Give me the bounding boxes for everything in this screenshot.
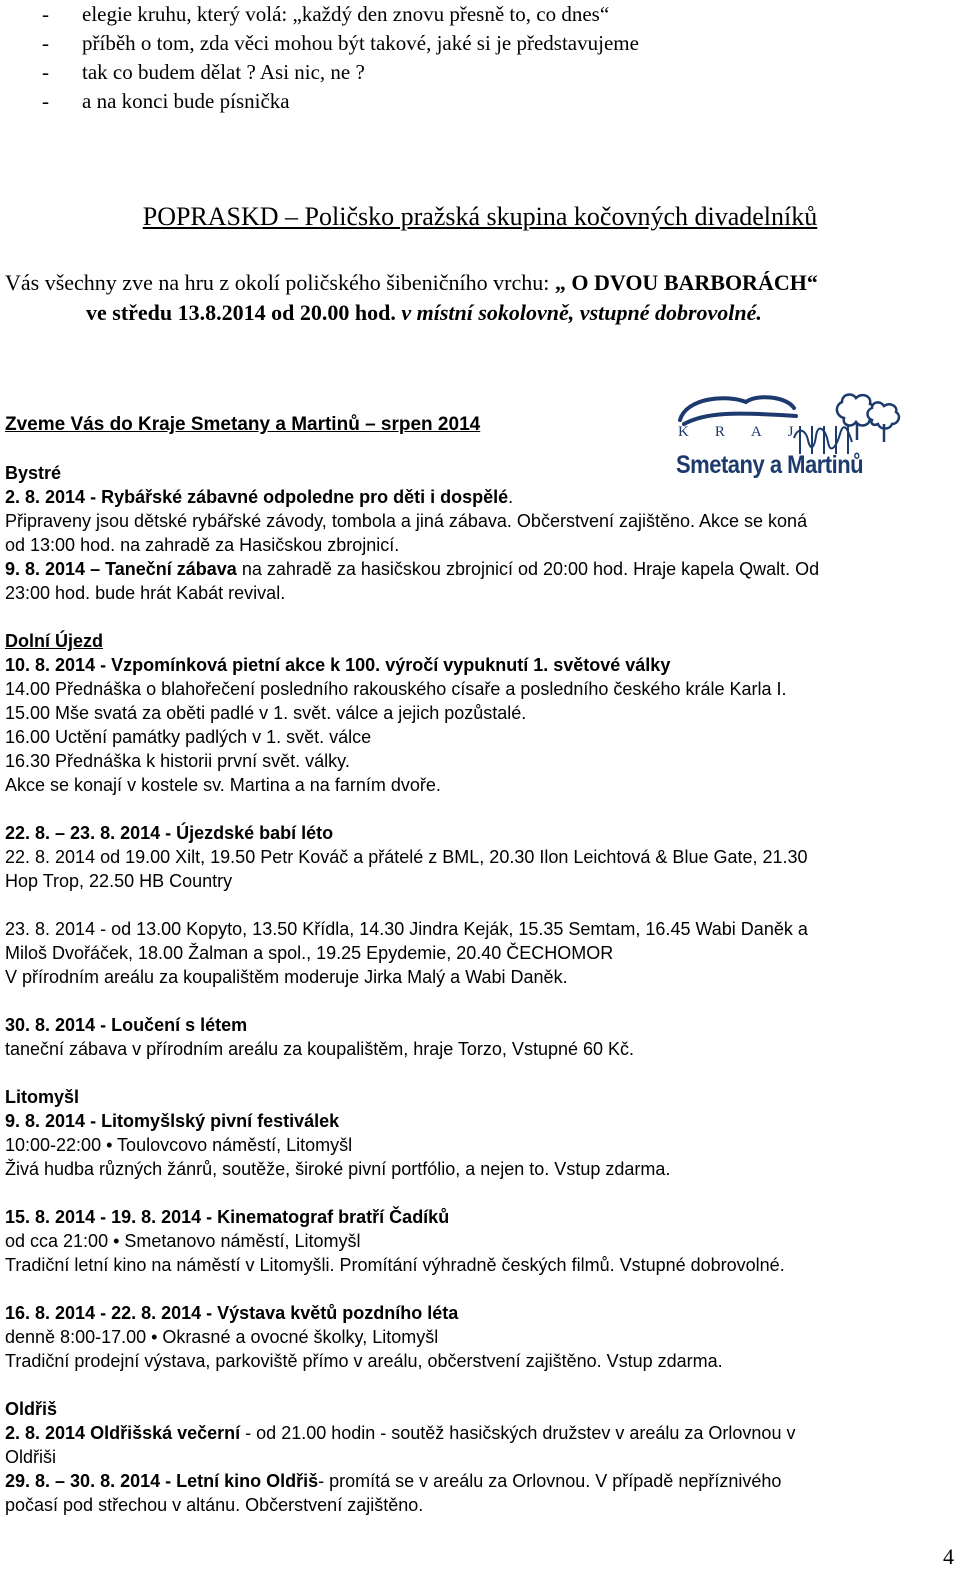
invite-line-2: ve středu 13.8.2014 od 20.00 hod. v místní sokolovně, vstupné dobrovolné.	[86, 300, 762, 325]
town-litomysl: Litomyšl	[5, 1087, 80, 1107]
events-body: Bystré 2. 8. 2014 - Rybářské zábavné odpoledne pro děti i dospělé. Připraveny jsou dětské rybářské závody, tombola a jiná zábava. Občerstvení zajištěno. Akce se koná od 13:00 hod. na zahradě za Hasičskou zbrojnicí. 9. 8. 2014 – Taneční zábava na zahradě za hasičskou zbrojnicí od 20:00 hod. Hraje kapela Qwalt. Od 23:00 hod. bude hrát Kabát revival. Dolní Újezd 10. 8. 2014 - Vzpomínková pietní akce k 100. výročí vypuknutí 1. světové války 14.00 Přednáška o blahořečení posledního rakouského císaře a posledního českého krále Karla I. 15.00 Mše svatá za oběti padlé v 1. svět. válce a jejich pozůstalé. 16.00 Uctění památky padlých v 1. svět. válce 16.30 Přednáška k historii první svět. války. Akce se konají v kostele sv. Martina a na farním dvoře. 22. 8. – 23. 8. 2014 - Újezdské babí léto 22. 8. 2014 od 19.00 Xilt, 19.50 Petr Kováč a přátelé z BML, 20.30 Ilon Leichtová & Blue Gate, 21.30 Hop Trop, 22.50 HB Country 23. 8. 2014 - od 13.00 Kopyto, 13.50 Křídla, 14.30 Jindra Keják, 15.35 Semtam, 16.45 Wabi Daněk a Miloš Dvořáček, 18.00 Žalman a spol., 19.25 Epydemie, 20.40 ČECHOMOR V přírodním areálu za koupalištěm moderuje Jirka Malý a Wabi Daněk. 30. 8. 2014 - Loučení s létem taneční zábava v přírodním areálu za koupalištěm, hraje Torzo, Vstupné 60 Kč. Litomyšl 9. 8. 2014 - Litomyšlský pivní festiválek 10:00-22:00 • Toulovcovo náměstí, Litomyšl Živá hudba různých žánrů, soutěže, široké pivní portfólio, a nejen to. Vstup zdarma. 15. 8. 2014 - 19. 8. 2014 - Kinematograf bratří Čadíků od cca 21:00 • Smetanovo náměstí, Litomyšl Tradiční letní kino na náměstí v Litomyšli. Promítání výhradně českých filmů. Vstupné dobrovolné. 16. 8. 2014 - 22. 8. 2014 - Výstava květů pozdního léta denně 8:00-17.00 • Okrasné a ovocné školky, Litomyšl Tradiční prodejní výstava, parkoviště přímo v areálu, občerstvení zajištěno. Vstup zdarma. Oldřiš 2. 8. 2014 Oldřišská večerní - od 21.00 hodin - soutěž hasičských družstev v areálu za Orlovnou v Oldřiši 29. 8. – 30. 8. 2014 - Letní kino Oldřiš- promítá se v areálu za Orlovnou. V případě nepříznivého počasí pod střechou v altánu. Občerstvení zajištěno.	[5, 461, 955, 1517]
town-bystre: Bystré	[5, 463, 62, 483]
list-item: - tak co budem dělat ? Asi nic, ne ?	[42, 60, 365, 84]
kraj-heading: Zveme Vás do Kraje Smetany a Martinů – srpen 2014	[5, 414, 481, 435]
page-number: 4	[943, 1544, 954, 1569]
list-item: - a na konci bude písnička	[42, 89, 290, 113]
town-oldris: Oldřiš	[5, 1399, 58, 1419]
logo-name: Smetany a Martinů	[676, 450, 864, 479]
list-item: - elegie kruhu, který volá: „každý den znovu přesně to, co dnes“	[42, 2, 610, 26]
kraj-logo: KRAJ Smetany a Martinů	[676, 390, 902, 480]
list-item: - příběh o tom, zda věci mohou být takové, jaké si je představujeme	[42, 31, 639, 55]
intro-list	[0, 0, 639, 116]
town-dolni-ujezd: Dolní Újezd	[5, 631, 103, 651]
poprask-title: POPRASKD – Poličsko pražská skupina kočovných divadelníků	[142, 202, 818, 231]
invite-line-1: Vás všechny zve na hru z okolí poličského šibeničního vrchu: „ O DVOU BARBORÁCH“	[5, 270, 818, 295]
